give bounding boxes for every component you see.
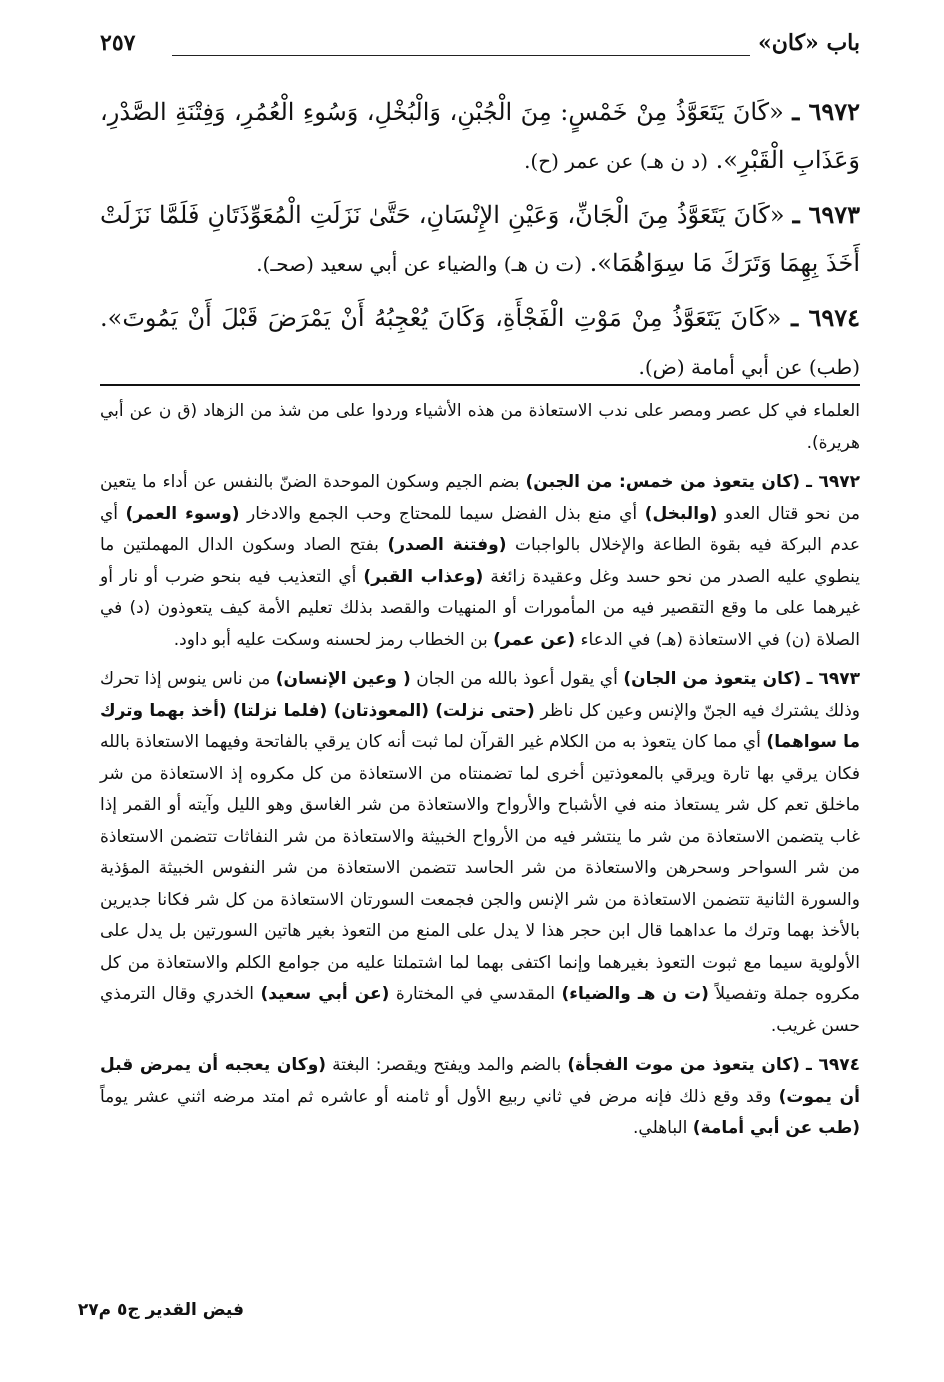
print-signature: فيض القدير ج٥ م٢٧ [77,1300,244,1320]
commentary-6972 [100,467,860,656]
hadith-source: (طب) عن أبي أمامة (ض). [638,355,860,379]
quoted-phrase: ( وعين الإنسان) [275,669,411,689]
hadith-text: «كَانَ يَتَعَوَّذُ مِنْ مَوْتِ الْفَجْأَةِ، وَكَانَ يُعْجِبُهُ أَنْ يَمْرَضَ قَبْلَ أَنْ يَمُوتَ». [100,304,782,332]
quoted-phrase: (والبخل) [644,503,718,524]
commentary-number: ٦٩٧٣ ـ [806,669,860,689]
quoted-phrase: (كان يتعوذ من خمس: من الجبن) [525,472,800,492]
commentary-text: أي التعذيب فيه بنحو ضرب أو نار أو غيرهما على ما وقع التقصير فيه من المأمورات أو المنهيات والقصد بذلك تعليم الأمة كيف يتعوذون (د) في الصلاة (ن) في الاستعاذة (هـ) في الدعاء [100,566,860,650]
commentary-6974 [100,1050,860,1145]
commentary-6973 [100,664,860,1042]
commentary-text: وقد وقع ذلك فإنه مرض في ثاني ربيع الأول أو ثامنه أو عاشره ثم امتد مرضه اثني عشر يوماً [100,1086,779,1107]
commentary-text: أي مما كان يتعوذ به من الكلام غير القرآن لما ثبت أنه كان يرقي بالفاتحة وفيهما الاستعاذة بالله فكان يرقي بها تارة ويرقي بالمعوذتين أخرى لما تضمنتاه من الاستعاذة من كل مكروه إذ الاستعاذة من شر ماخلق تعم كل شر يستعاذ منه في الأشباح والأرواح والاستعاذة من شر الغاسق وهو الليل وآيته أو القمر إذا غاب يتضمن الاستعاذة من شر ما ينتشر فيه من الأرواح الخبيثة والاستعاذة من شر النفاثات تتضمن الاستعاذة من شر السواحر وسحرهن والاستعاذة من شر الحاسد تتضمن الاستعاذة من شر النفوس الخبيثة المؤذية والسورة الثانية تتضمن الاستعاذة من شر الإنس والجن فجمعت السورتان الاستعاذة من كل شر فكانا جديرين بالأخذ بهما وترك ما عداهما قال ابن حجر هذا لا يدل على المنع من التعوذ بغير هاتين السورتين بل يدل على الأولوية سيما مع ثبوت التعوذ بغيرهما وإنما اكتفى بهما لما اشتملتا عليه من جوامع الكلم والاستعاذة من كل مكروه جملة وتفصيلاً [100,732,860,1004]
commentary-number: ٦٩٧٤ ـ [806,1055,861,1075]
commentary-text: أي عدم البركة فيه بقوة الطاعة والإخلال بالواجبات [100,503,860,555]
commentary-text: الباهلي. [633,1118,693,1138]
hadith-number: ٦٩٧٣ ـ [792,200,860,229]
commentary-text: أي يقول أعوذ بالله من الجان [410,669,624,689]
quoted-phrase: (وسوء العمر) [125,503,240,524]
commentary-text: بن الخطاب رمز لحسنه وسكت عليه أبو داود. [173,629,494,650]
commentary-text: بضم الجيم وسكون الموحدة الضنّ بالنفس عن أداء ما يتعين من نحو قتال العدو [100,472,860,524]
quoted-phrase: (عن أبي سعيد) [260,984,390,1004]
quoted-phrase: (وعذاب القبر) [363,566,484,587]
quoted-phrase: (حتى نزلت) (المعوذتان) (فلما نزلتا) (أخذ بهما وترك ما سواهما) [100,700,860,752]
hadith-text: «كَانَ يَتَعَوَّذُ مِنْ خَمْسٍ: مِنَ الْجُبْنِ، وَالْبُخْلِ، وَسُوءِ الْعُمُرِ، وَفِتْنَةِ الصَّدْرِ، وَعَذَابِ الْقَبْرِ». [100,98,860,174]
hadith-section [100,88,860,397]
quoted-phrase: (كان يتعوذ من موت الفجأة) [567,1055,800,1075]
hadith-source: (د ن هـ) عن عمر (ح). [524,149,709,173]
hadith-text: «كَانَ يَتَعَوَّذُ مِنَ الْجَانِّ، وَعَيْنِ الإِنْسَانِ، حَتَّىٰ نَزَلَتِ الْمُعَوِّذَتَانِ فَلَمَّا نَزَلَتْ أَخَذَ بِهِمَا وَتَرَكَ مَا سِوَاهُمَا». [100,201,860,277]
hadith-6972 [100,88,860,185]
page-number: ٢٥٧ [100,30,136,56]
commentary-text: من ناس ينوس إذا تحرك وذلك يشترك فيه الجنّ والإنس وعين كل ناظر [100,669,860,721]
hadith-6973 [100,191,860,288]
commentary-text: بالضم والمد ويفتح ويقصر: البغتة [326,1055,568,1075]
commentary-section [100,396,860,1153]
hadith-number: ٦٩٧٤ ـ [791,303,860,332]
hadith-6974 [100,294,860,391]
quoted-phrase: (ت ن هـ والضياء) [561,984,709,1004]
commentary-text: المقدسي في المختارة [389,984,562,1004]
quoted-phrase: (وفتنة الصدر) [387,535,507,555]
quoted-phrase: (وكان يعجبه أن يمرض قبل أن يموت) [100,1055,860,1107]
commentary-text: بفتح الصاد وسكون الدال المهملتين ما ينطوي عليه الصدر من نحو حسد وغل وعقيدة زائغة [100,535,861,587]
chapter-title: باب «كان» [757,30,860,56]
page-header [100,30,860,66]
commentary-number: ٦٩٧٢ ـ [806,472,861,492]
quoted-phrase: (عن عمر) [493,629,576,650]
section-divider [100,384,860,386]
commentary-intro: العلماء في كل عصر ومصر على ندب الاستعاذة من هذه الأشياء وردوا على من شذ من الزهاد (ق ن عن أبي هريرة). [100,401,860,453]
commentary-text: الخدري وقال الترمذي حسن غريب. [100,984,860,1036]
hadith-number: ٦٩٧٢ ـ [792,97,860,126]
hadith-source: (ت ن هـ) والضياء عن أبي سعيد (صحـ). [256,252,583,276]
quoted-phrase: (طب عن أبي أمامة) [692,1118,860,1138]
quoted-phrase: (كان يتعوذ من الجان) [623,669,802,689]
header-rule [172,55,750,56]
commentary-text: أي منع بذل الفضل سيما للمحتاج وحب الجمع والادخار [239,503,645,524]
